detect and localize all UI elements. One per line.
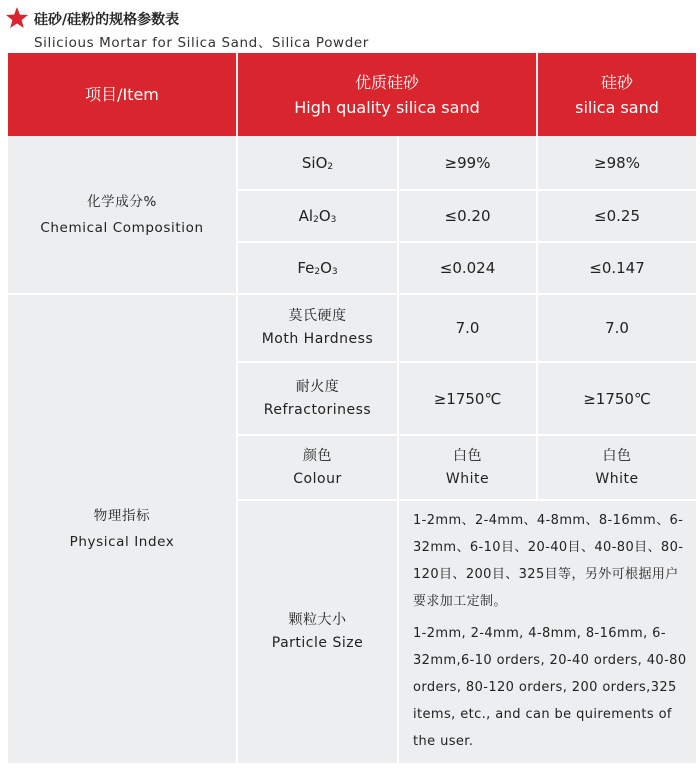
header-high-quality: 优质硅砂 High quality silica sand	[237, 53, 537, 136]
hardness-hq-value: 7.0	[398, 294, 537, 362]
fe2o3-hq-value: ≤0.024	[398, 242, 537, 294]
sio2-hq-value: ≥99%	[398, 136, 537, 190]
spec-table	[8, 53, 696, 765]
fe2o3-label: Fe2O3	[237, 242, 398, 294]
colour-std-value: 白色 White	[537, 435, 696, 500]
al2o3-label: Al2O3	[237, 190, 398, 242]
sio2-label: SiO2	[237, 136, 398, 190]
particle-size-label: 颗粒大小 Particle Size	[237, 500, 398, 764]
table-row	[8, 136, 696, 190]
header-silica-sand: 硅砂 silica sand	[537, 53, 696, 136]
particle-size-text-en: 1-2mm, 2-4mm, 4-8mm, 8-16mm, 6-32mm,6-10 orders, 20-40 orders, 40-80 orders, 80-120 orders, 200 orders,325 items, etc., and can be quirements of the user.	[413, 626, 687, 749]
hardness-label: 莫氏硬度 Moth Hardness	[237, 294, 398, 362]
colour-label: 颜色 Colour	[237, 435, 398, 500]
particle-size-value	[398, 500, 696, 764]
page-title-cn: 硅砂/硅粉的规格参数表	[34, 12, 180, 28]
physical-index-label: 物理指标 Physical Index	[8, 294, 237, 764]
sio2-std-value: ≥98%	[537, 136, 696, 190]
refractoriness-label: 耐火度 Refractoriness	[237, 362, 398, 435]
particle-size-text-cn: 1-2mm、2-4mm、4-8mm、8-16mm、6-32mm、6-10目、20-40目、40-80目、80-120目、200目、325目等，另外可根据用户要求加工定制。	[413, 513, 684, 609]
refract-hq-value: ≥1750℃	[398, 362, 537, 435]
fe2o3-std-value: ≤0.147	[537, 242, 696, 294]
page-header	[0, 0, 700, 52]
table-row	[8, 294, 696, 362]
colour-hq-value: 白色 White	[398, 435, 537, 500]
header-item: 项目/Item	[8, 53, 237, 136]
page-title-en: Silicious Mortar for Silica Sand、Silica Powder	[34, 35, 369, 51]
chemical-composition-label: 化学成分% Chemical Composition	[8, 136, 237, 294]
al2o3-hq-value: ≤0.20	[398, 190, 537, 242]
hardness-std-value: 7.0	[537, 294, 696, 362]
refract-std-value: ≥1750℃	[537, 362, 696, 435]
al2o3-std-value: ≤0.25	[537, 190, 696, 242]
table-header-row	[8, 53, 696, 136]
star-icon	[5, 6, 29, 30]
